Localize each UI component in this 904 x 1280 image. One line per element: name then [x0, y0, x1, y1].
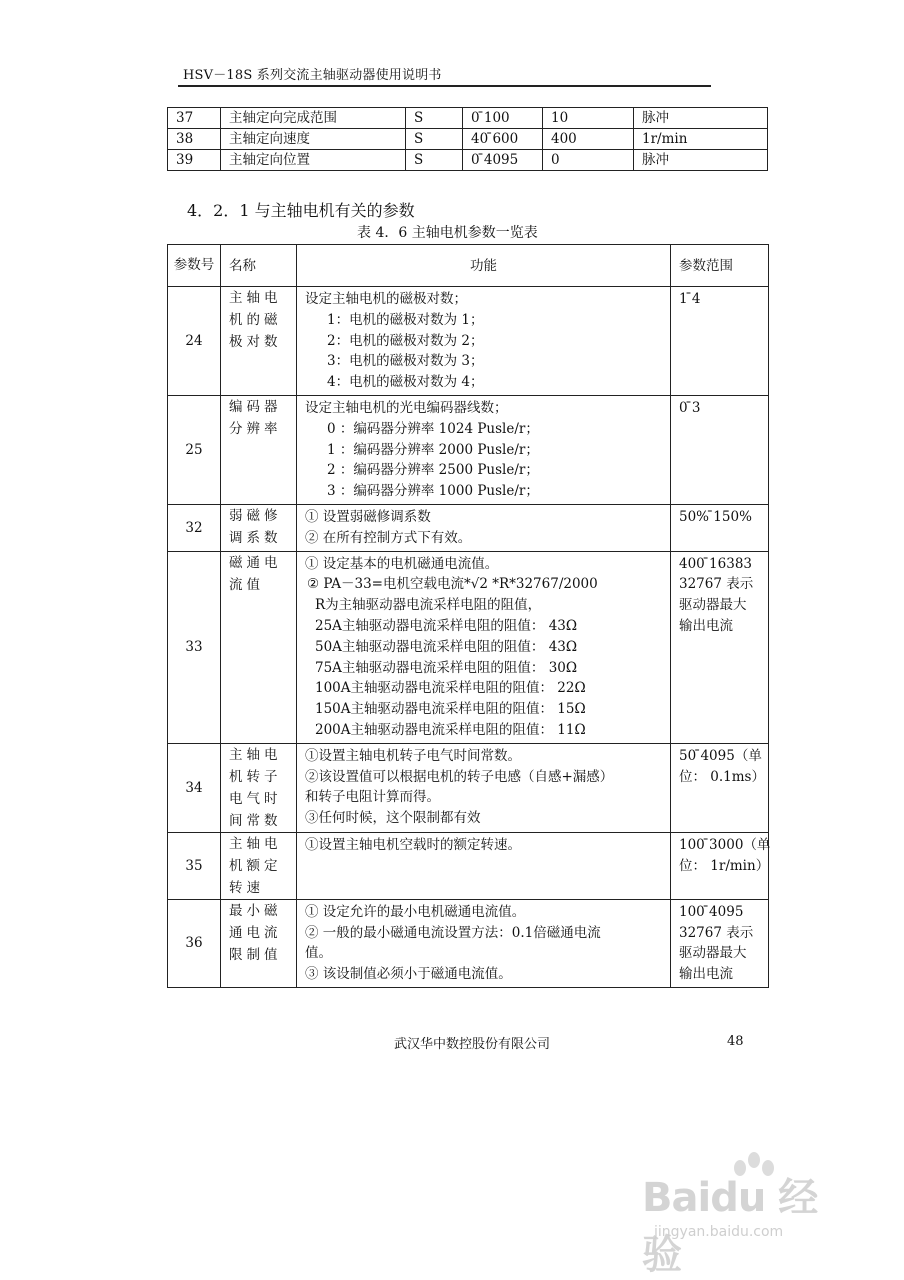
- param-range-line: 1 ̄4: [679, 291, 701, 307]
- param-function-line: ②该设置值可以根据电机的转子电感（自感+漏感）: [305, 768, 614, 785]
- table-row: [168, 129, 768, 150]
- row-unit: 脉冲: [634, 108, 768, 129]
- row-range: 0 ̄100: [463, 108, 543, 129]
- header-param-number: 参数号: [168, 245, 221, 287]
- param-function-line: ③ 该设制值必须小于磁通电流值。: [305, 966, 512, 983]
- param-function: [297, 832, 671, 899]
- param-name: [221, 743, 297, 832]
- param-name-line: 限制值: [229, 946, 282, 963]
- param-name-line: 通电流: [229, 924, 282, 941]
- param-function-line: 150A主轴驱动器电流采样电阻的阻值： 15Ω: [315, 701, 586, 718]
- param-name-line: 分辨率: [229, 420, 282, 437]
- param-function: [297, 899, 671, 987]
- row-number: 39: [168, 150, 221, 171]
- param-range-line: 位： 1r/min）: [679, 857, 770, 874]
- param-function-line: R为主轴驱动器电流采样电阻的阻值，: [315, 597, 542, 614]
- param-number: 25: [168, 395, 221, 504]
- row-name: 主轴定向完成范围: [221, 108, 406, 129]
- row-number: 38: [168, 129, 221, 150]
- param-name: [221, 395, 297, 504]
- row-unit: 1r/min: [634, 129, 768, 150]
- row-mode: S: [406, 108, 463, 129]
- page-number: 48: [727, 1034, 744, 1049]
- row-mode: S: [406, 129, 463, 150]
- param-range-line: 32767 表示: [679, 924, 754, 941]
- table-row: [168, 395, 769, 504]
- param-function: [297, 504, 671, 551]
- table-caption: 表 4．6 主轴电机参数一览表: [357, 225, 538, 241]
- param-range: [671, 832, 769, 899]
- param-function-line: ①设置主轴电机空载时的额定转速。: [305, 836, 521, 853]
- param-number: 36: [168, 899, 221, 987]
- param-function-line: 50A主轴驱动器电流采样电阻的阻值： 43Ω: [315, 638, 578, 655]
- param-name: [221, 832, 297, 899]
- header-title: HSV－18S 系列交流主轴驱动器使用说明书: [183, 68, 442, 83]
- param-function-line: 和转子电阻计算而得。: [305, 789, 440, 806]
- table-row: [168, 287, 769, 396]
- param-number: 34: [168, 743, 221, 832]
- param-name-line: 流值: [229, 576, 264, 593]
- param-name: [221, 504, 297, 551]
- table-row: [168, 832, 769, 899]
- param-range-line: 100 ̄4095: [679, 903, 744, 920]
- baidu-jingyan-watermark: [640, 1146, 840, 1278]
- param-number: 35: [168, 832, 221, 899]
- param-function: [297, 395, 671, 504]
- param-number: 33: [168, 551, 221, 743]
- param-function-line: 100A主轴驱动器电流采样电阻的阻值： 22Ω: [315, 680, 586, 697]
- table-row: [168, 899, 769, 987]
- row-unit: 脉冲: [634, 150, 768, 171]
- param-function: [297, 287, 671, 396]
- param-name-line: 主轴电: [229, 290, 282, 306]
- watermark-logo: Baidu 经验: [642, 1175, 818, 1278]
- header-param-range: 参数范围: [671, 245, 769, 287]
- param-name-line: 机转子: [229, 768, 282, 785]
- param-function-line: ③任何时候，这个限制都有效: [305, 810, 481, 827]
- param-function-line: 2：电机的磁极对数为 2；: [327, 332, 484, 349]
- param-name: [221, 551, 297, 743]
- param-range-line: 位： 0.1ms）: [679, 768, 765, 785]
- row-range: 0 ̄4095: [463, 150, 543, 171]
- param-range-line: 0 ̄3: [679, 399, 701, 416]
- row-name: 主轴定向速度: [221, 129, 406, 150]
- param-range: [671, 504, 769, 551]
- param-function-line: 1：电机的磁极对数为 1；: [327, 311, 484, 328]
- param-name-line: 电气时: [229, 790, 282, 807]
- table-row: [168, 504, 769, 551]
- param-function-line: 0 ：编码器分辨率 1024 Pusle/r；: [327, 420, 539, 437]
- param-range-line: 50 ̄4095（单: [679, 747, 762, 764]
- param-range: [671, 743, 769, 832]
- table-row: [168, 551, 769, 743]
- param-name-line: 编码器: [229, 398, 282, 415]
- spindle-motor-parameter-table: [167, 244, 769, 988]
- param-range: [671, 899, 769, 987]
- param-function: [297, 551, 671, 743]
- param-range-line: 100 ̄3000（单: [679, 836, 771, 853]
- row-number: 37: [168, 108, 221, 129]
- param-name-line: 磁通电: [229, 554, 282, 571]
- section-heading: 4．2．1 与主轴电机有关的参数: [187, 201, 415, 220]
- header-param-function: 功能: [297, 245, 671, 287]
- param-name: [221, 287, 297, 396]
- param-range-line: 32767 表示: [679, 576, 754, 593]
- top-parameter-table: [167, 107, 768, 171]
- param-range-line: 驱动器最大: [679, 945, 747, 962]
- param-function-line: 4：电机的磁极对数为 4；: [327, 374, 484, 391]
- param-name-line: 极对数: [229, 334, 282, 350]
- param-function-line: 2 ：编码器分辨率 2500 Pusle/r；: [327, 462, 539, 479]
- param-range-line: 驱动器最大: [679, 597, 747, 614]
- row-range: 40 ̄600: [463, 129, 543, 150]
- param-function-line: ② 在所有控制方式下有效。: [305, 529, 472, 546]
- param-name-line: 转速: [229, 879, 264, 896]
- param-name: [221, 899, 297, 987]
- param-function-line: ①设置主轴电机转子电气时间常数。: [305, 747, 521, 764]
- param-function-line: 1 ：编码器分辨率 2000 Pusle/r；: [327, 441, 539, 458]
- param-range-line: 400 ̄16383: [679, 555, 753, 572]
- header-param-name: 名称: [221, 245, 297, 287]
- table-row: [168, 150, 768, 171]
- param-function-line: ① 设定允许的最小电机磁通电流值。: [305, 903, 526, 920]
- param-function-line: ② PA－33=电机空载电流*√2 *R*32767/2000: [307, 576, 598, 593]
- param-function-line: 25A主轴驱动器电流采样电阻的阻值： 43Ω: [315, 617, 578, 634]
- param-function-line: 75A主轴驱动器电流采样电阻的阻值： 30Ω: [315, 659, 578, 676]
- param-function-line: 200A主轴驱动器电流采样电阻的阻值： 11Ω: [315, 721, 586, 738]
- param-name-line: 机额定: [229, 857, 282, 874]
- param-function-line: ① 设置弱磁修调系数: [305, 508, 431, 525]
- row-name: 主轴定向位置: [221, 150, 406, 171]
- param-name-line: 间常数: [229, 812, 282, 829]
- param-name-line: 机的磁: [229, 312, 282, 328]
- param-function-line: 3 ：编码器分辨率 1000 Pusle/r；: [327, 483, 539, 500]
- param-name-line: 调系数: [229, 529, 282, 546]
- param-range: [671, 551, 769, 743]
- watermark-url: jingyan.baidu.com: [654, 1224, 784, 1240]
- table-row: [168, 743, 769, 832]
- param-function: [297, 743, 671, 832]
- param-function-line: 设定主轴电机的磁极对数；: [305, 291, 467, 307]
- param-name-line: 主轴电: [229, 746, 282, 763]
- param-range-line: 输出电流: [679, 617, 733, 634]
- row-default: 10: [543, 108, 634, 129]
- param-number: 32: [168, 504, 221, 551]
- header-divider: [178, 85, 711, 87]
- param-name-line: 主轴电: [229, 835, 282, 852]
- param-range: [671, 395, 769, 504]
- param-number: 24: [168, 287, 221, 396]
- param-range-line: 输出电流: [679, 966, 733, 983]
- param-function-line: ② 一般的最小磁通电流设置方法：0.1倍磁通电流: [305, 924, 601, 941]
- param-name-line: 弱磁修: [229, 507, 282, 524]
- footer-company: 武汉华中数控股份有限公司: [394, 1037, 551, 1052]
- param-range: [671, 287, 769, 396]
- param-function-line: 设定主轴电机的光电编码器线数；: [305, 399, 508, 416]
- param-name-line: 最小磁: [229, 902, 282, 919]
- param-function-line: 值。: [305, 945, 332, 962]
- param-function-line: ① 设定基本的电机磁通电流值。: [305, 555, 499, 572]
- row-mode: S: [406, 150, 463, 171]
- param-function-line: 3：电机的磁极对数为 3；: [327, 353, 484, 370]
- row-default: 0: [543, 150, 634, 171]
- param-range-line: 50% ̄150%: [679, 508, 752, 525]
- row-default: 400: [543, 129, 634, 150]
- table-row: [168, 108, 768, 129]
